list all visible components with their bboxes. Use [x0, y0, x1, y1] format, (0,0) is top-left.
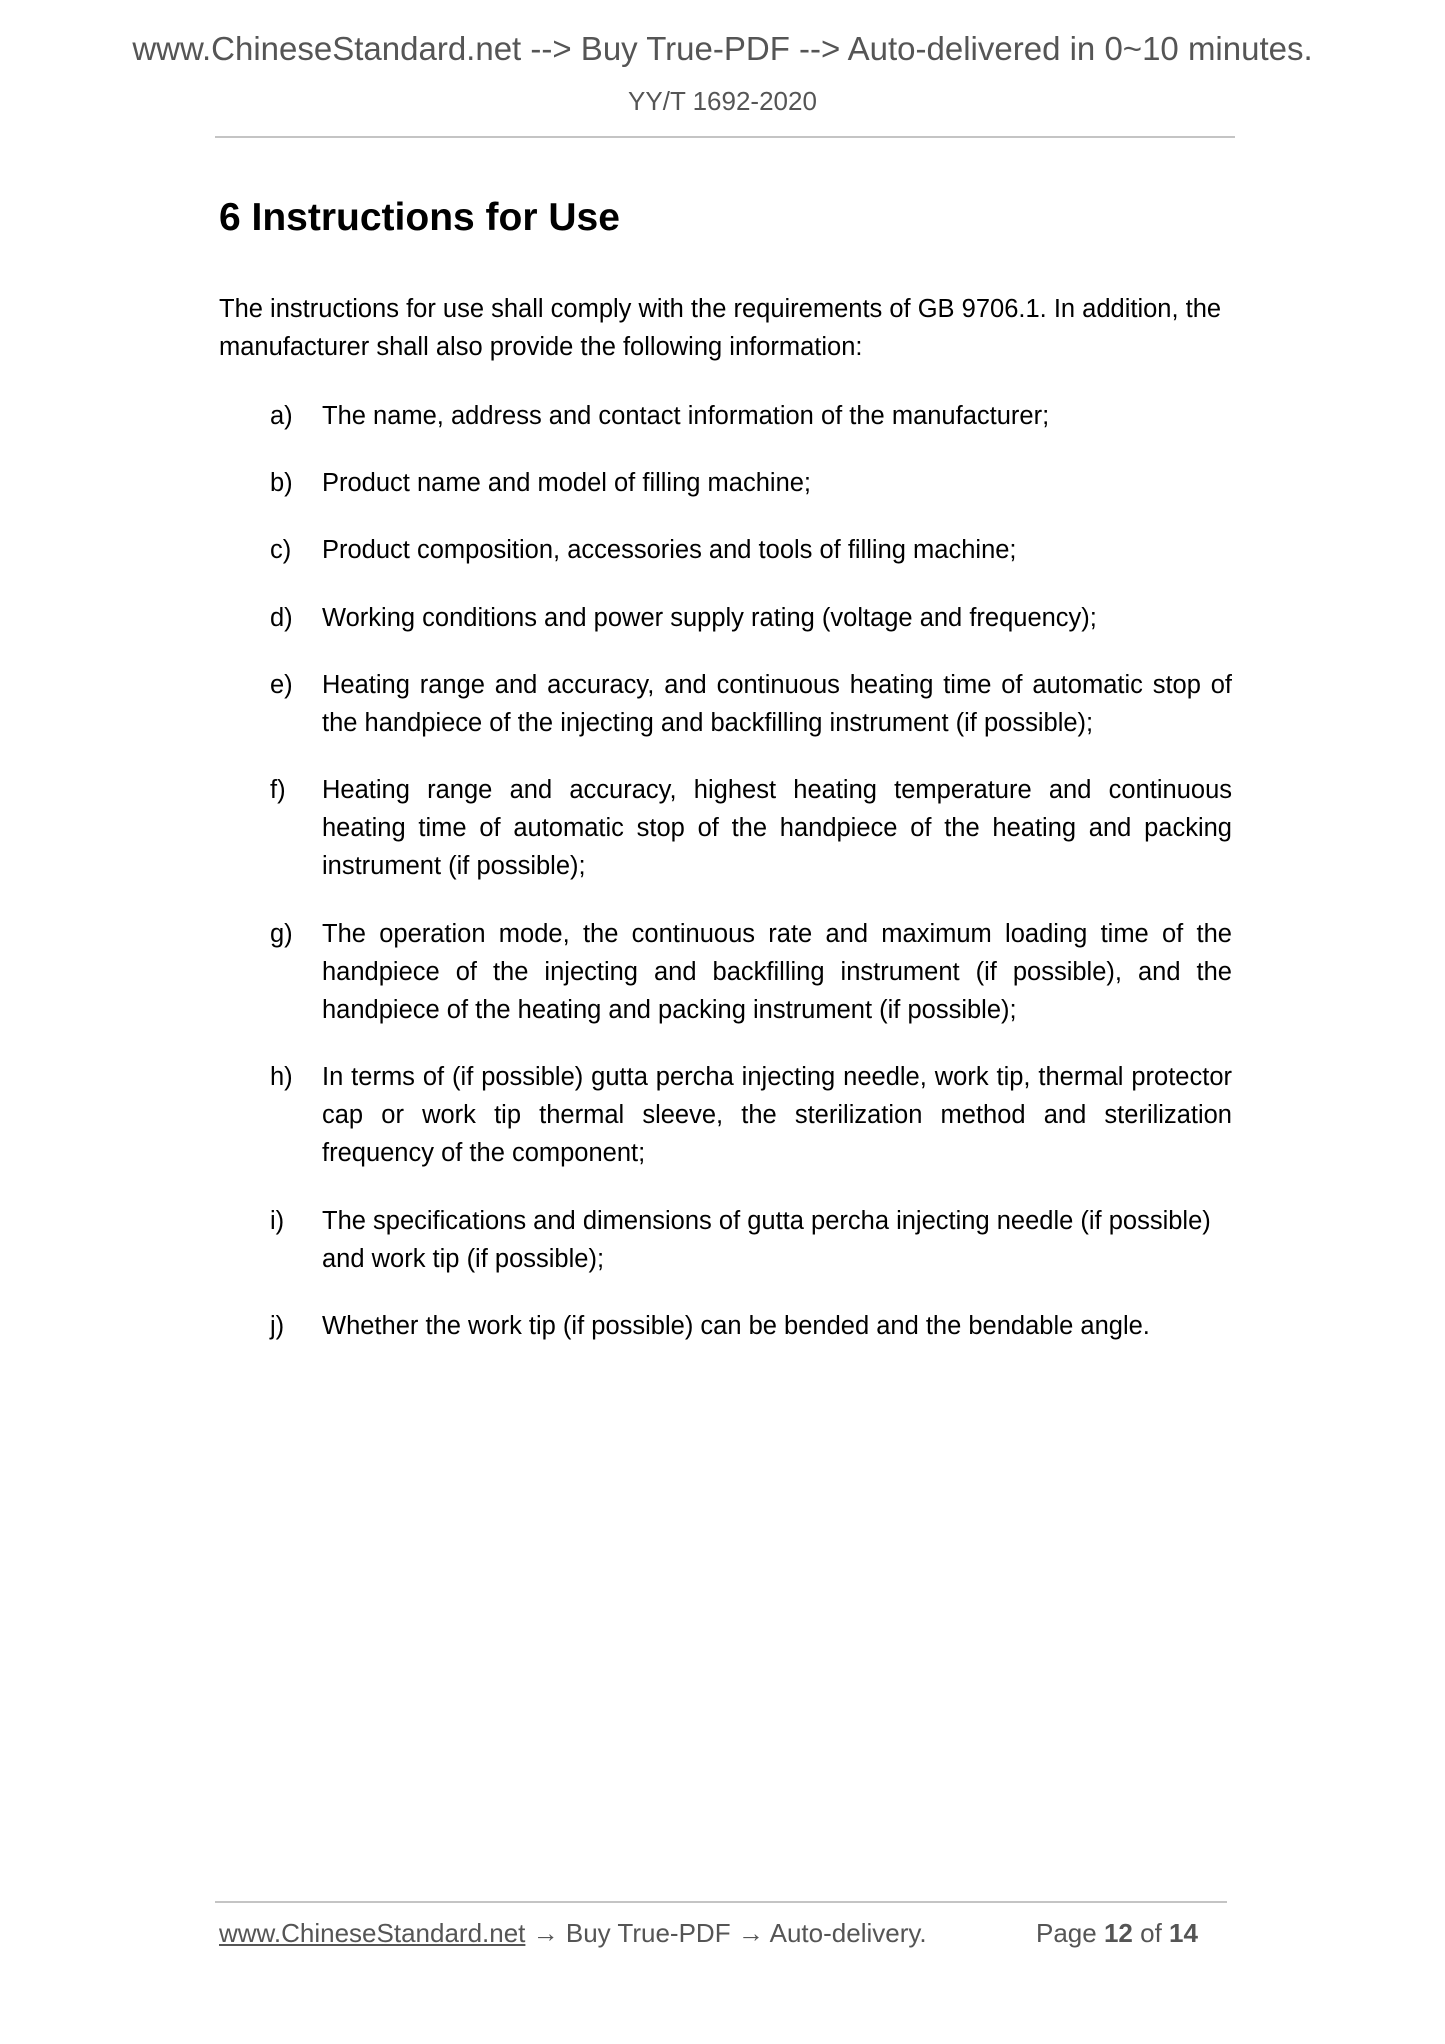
arrow-right-icon: →	[532, 1918, 559, 1948]
page-number: 12	[1103, 1918, 1133, 1948]
list-text: The specifications and dimensions of gutta percha injecting needle (if possible) and work tip (if possible);	[322, 1207, 1211, 1273]
list-text: Product composition, accessories and tools of filling machine;	[322, 536, 1017, 564]
list-item-f	[270, 771, 1232, 885]
list-marker: c)	[270, 536, 292, 564]
list-text: Product name and model of filling machine;	[322, 469, 812, 497]
list-marker: j)	[270, 1312, 285, 1340]
list-item-h	[270, 1058, 1232, 1172]
list-text: Heating range and accuracy, highest heating temperature and continuous heating time of automatic stop of the handpiece of the heating and packing instrument (if possible);	[322, 776, 1232, 880]
list-text: Working conditions and power supply rating (voltage and frequency);	[322, 604, 1097, 632]
header-divider	[215, 136, 1235, 138]
list-text: Whether the work tip (if possible) can be bended and the bendable angle.	[322, 1312, 1150, 1340]
list-text: The operation mode, the continuous rate and maximum loading time of the handpiece of the injecting and backfilling instrument (if possible), and the handpiece of the heating and packing instrument (if possible);	[322, 920, 1232, 1024]
list-marker: b)	[270, 469, 293, 497]
list-marker: i)	[270, 1207, 285, 1235]
list-text: The name, address and contact information of the manufacturer;	[322, 402, 1050, 430]
buy-text: Buy True-PDF	[565, 1918, 731, 1948]
list-marker: f)	[270, 776, 286, 804]
list-marker: a)	[270, 402, 293, 430]
arrow-right-icon: →	[737, 1918, 764, 1948]
list-marker: g)	[270, 920, 293, 948]
section-intro: The instructions for use shall comply with the requirements of GB 9706.1. In addition, the manufacturer shall also provide the following information:	[219, 295, 1222, 361]
list-marker: h)	[270, 1063, 293, 1091]
list-marker: e)	[270, 671, 293, 699]
list-item-g	[270, 915, 1232, 1029]
footer-promo	[219, 1918, 927, 1949]
site-link[interactable]: www.ChineseStandard.net	[219, 1918, 526, 1948]
page-indicator	[1036, 1918, 1198, 1949]
list-item-b	[270, 464, 1232, 502]
footer-divider	[215, 1901, 1227, 1903]
list-item-j	[270, 1307, 1232, 1345]
list-item-e	[270, 666, 1232, 742]
list-item-c	[270, 531, 1232, 569]
list-item-a	[270, 397, 1232, 435]
page-label: Page	[1036, 1918, 1097, 1948]
document-code: YY/T 1692-2020	[628, 86, 817, 116]
list-item-i	[270, 1202, 1232, 1278]
list-marker: d)	[270, 604, 293, 632]
list-text: Heating range and accuracy, and continuous heating time of automatic stop of the handpiece of the injecting and backfilling instrument (if possible);	[322, 671, 1232, 737]
delivery-text: Auto-delivery.	[769, 1918, 927, 1948]
list-text: In terms of (if possible) gutta percha injecting needle, work tip, thermal protector cap or work tip thermal sleeve, the sterilization method and sterilization frequency of the component;	[322, 1063, 1232, 1167]
of-label: of	[1140, 1918, 1162, 1948]
site-banner: www.ChineseStandard.net --> Buy True-PDF --> Auto-delivered in 0~10 minutes.	[132, 30, 1313, 67]
list-item-d	[270, 599, 1232, 637]
section-title: 6 Instructions for Use	[219, 196, 620, 239]
page-total: 14	[1169, 1918, 1198, 1948]
